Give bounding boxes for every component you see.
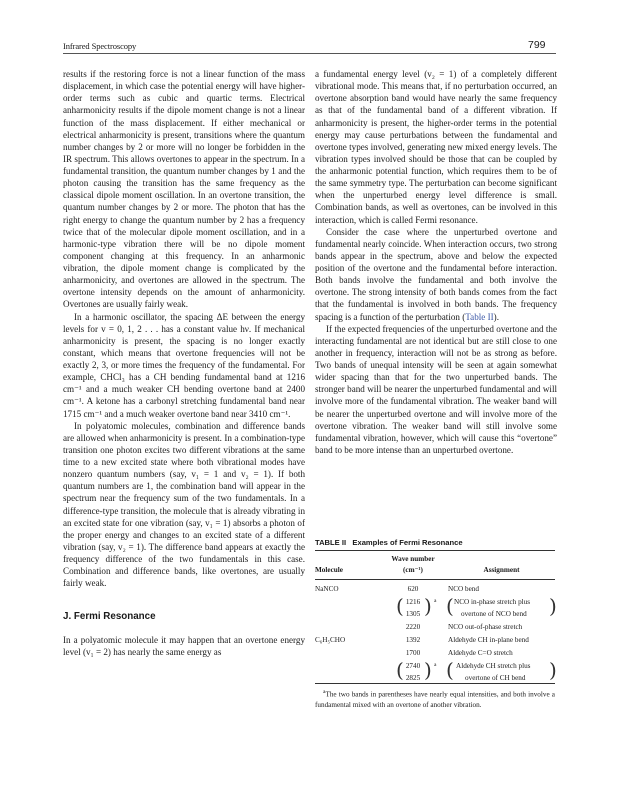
table-cell-wavenumber: 1216 <box>405 598 421 606</box>
table-cell-assignment: NCO out-of-phase stretch <box>448 623 523 631</box>
running-title: Infrared Spectroscopy <box>63 41 137 51</box>
right-paren-icon: ) <box>549 594 557 618</box>
table-cell-assignment: Aldehyde CH in-plane bend <box>448 636 529 644</box>
table-cell-molecule: C₆H₅CHO <box>315 636 346 644</box>
table-caption <box>315 538 463 547</box>
table-cell-assignment: overtone of NCO bend <box>461 610 527 618</box>
table-cell-wavenumber: 2825 <box>405 674 421 682</box>
table-cell-wavenumber: 2220 <box>405 623 421 631</box>
paragraph-harmonic-oscillator: In a harmonic oscillator, the spacing ΔE between the energy levels for v = 0, 1, 2 . . . has a constant value hν. If mechanical anharmonicity is present, the spacing is no longer exactly constant, which means that overtone frequencies will not be exactly 2, 3, or more times the frequency of the fundamental. For example, CHCl₃ has a CH bending fundamental band at 1216 cm⁻¹ and a much weaker CH bending overtone band at 2400 cm⁻¹. A ketone has a carbonyl stretching fundamental band near 1715 cm⁻¹ and a much weaker overtone band near 3410 cm⁻¹. <box>63 311 305 419</box>
paragraph-coincide-text: Consider the case where the unperturbed overtone and fundamental nearly coincide. When interaction occurs, two strong bands appear in the spectrum, above and below the expected position of the overtone and the fundamental before interaction. Both bands involve the fundamental and both involve the overtone. The strong intensity of both bands comes from the fact that the fundamental is involved in both bands. The frequency spacing is a function of the perturbation ( <box>315 226 557 322</box>
footnote-marker: a <box>434 662 437 668</box>
header-rule <box>63 53 556 54</box>
left-paren-icon: ( <box>446 658 454 682</box>
table-cell-assignment: NCO in-phase stretch plus <box>454 598 531 606</box>
table-label: TABLE II <box>315 538 347 547</box>
table-header-row <box>315 554 555 578</box>
table-ii-link[interactable]: Table II <box>465 311 494 322</box>
table-header-rule <box>315 579 555 580</box>
table-cell-wavenumber: 1700 <box>405 649 421 657</box>
footnote-marker: a <box>434 598 437 604</box>
table-cell-wavenumber: 2740 <box>405 662 421 670</box>
table-cell-wavenumber: 620 <box>407 585 419 593</box>
paragraph-fundamental-level: a fundamental energy level (v₂ = 1) of a completely different vibrational mode. This means that, if no perturbation occurred, an overtone absorption band would have nearly the same frequency as that of the fundamental band of a different vibration. If anharmonicity is present, the higher-order terms in the potential energy may cause perturbations between the fundamental and overtone types involved, generating new mixed energy levels. The vibration types involved should be those that can be coupled by the anharmonic potential function, which requires them to be of the same symmetry type. The perturbation can become significant when the unperturbed energy level difference is small. Combination bands, as well as overtones, can be involved in this interaction, which is called Fermi resonance. <box>315 69 557 225</box>
right-column <box>315 68 557 456</box>
table-cell-assignment: Aldehyde CH stretch plus <box>456 662 531 670</box>
right-paren-icon: ) <box>549 658 557 682</box>
right-paren-icon: ) <box>424 658 432 682</box>
table-cell-assignment: Aldehyde C=O stretch <box>448 649 513 657</box>
left-paren-icon: ( <box>396 594 404 618</box>
footnote-mark: a <box>323 689 326 695</box>
left-column <box>63 68 305 658</box>
paragraph-unequal-intensity: If the expected frequencies of the unperturbed overtone and the interacting fundamental are not identical but are still close to one another in frequency, interaction will not be as strong as before. Two bands of unequal intensity will be seen at again somewhat wider spacing than that for the two unperturbed bands. The stronger band will be nearer the unperturbed fundamental and will involve more of the fundamental vibration. The weaker band will be nearer the unperturbed overtone and will involve more of the overtone vibration. The weaker band will still involve some fundamental vibration, however, which will cause this “overtone” band to be more intense than an unperturbed overtone. <box>315 323 557 455</box>
table-cell-wavenumber: 1305 <box>405 610 421 618</box>
table-top-rule <box>315 550 555 551</box>
paragraph-fermi-intro: In a polyatomic molecule it may happen that an overtone energy level (v₁ = 2) has nearly the same energy as <box>63 634 305 657</box>
table-cell-wavenumber: 1392 <box>405 636 421 644</box>
right-paren-icon: ) <box>424 594 432 618</box>
table-footnote-text: The two bands in parentheses have nearly equal intensities, and both involve a fundamental mixed with an overtone of another vibration. <box>315 690 555 709</box>
table-bottom-rule <box>315 683 555 684</box>
table-footnote <box>315 687 555 710</box>
left-paren-icon: ( <box>446 594 454 618</box>
left-paren-icon: ( <box>396 658 404 682</box>
header-molecule: Molecule <box>315 566 343 574</box>
table-cell-assignment: overtone of CH bend <box>465 674 526 682</box>
section-heading-fermi: J. Fermi Resonance <box>63 611 156 623</box>
table-cell-molecule: NaNCO <box>315 585 339 593</box>
page-number: 799 <box>528 39 546 51</box>
header-assignment: Assignment <box>483 566 520 574</box>
paragraph-coincide-end: ). <box>493 311 499 322</box>
header-wavenumber-line2: (cm⁻¹) <box>403 566 423 574</box>
header-wavenumber-line1: Wave number <box>391 555 435 563</box>
table-title: Examples of Fermi Resonance <box>352 538 463 547</box>
paragraph-coincide <box>315 226 557 323</box>
table-cell-assignment: NCO bend <box>448 585 479 593</box>
paragraph-anharmonicity: results if the restoring force is not a linear function of the mass displacement, in which case the potential energy will have higher-order terms such as cubic and quartic terms. Electrical anharmonicity results if the dipole moment change is not a linear function of the mass displacement. If either mechanical or electrical anharmonicity is present, transitions where the quantum number changes by 2 or more will no longer be forbidden in the IR spectrum. This allows overtones to appear in the spectrum. In a fundamental transition, the quantum number changes by 1 and the photon causing the transition has the same frequency as the classical dipole moment oscillation. In an overtone transition, the quantum number changes by 2 or more. The photon that has the right energy to change the quantum number by 2 has a frequency twice that of the molecular dipole moment oscillation, and in a harmonic-type vibration there will be no dipole moment component changing at this frequency. In an anharmonic vibration, the dipole moment change is complicated by the anharmonicity, and overtones are allowed in the spectrum. The overtone intensity depends on the amount of anharmonicity. Overtones are usually fairly weak. <box>63 69 305 310</box>
paragraph-combination-bands: In polyatomic molecules, combination and difference bands are allowed when anharmonicity is present. In a combination-type transition one photon excites two different vibrations at the same time to a new excited state where both vibrational modes have nonzero quantum numbers (say, v₁ = 1 and v₂ = 1). If both quantum numbers are 1, the combination band will appear in the spectrum near the frequency sum of the two fundamentals. In a difference-type transition, the molecule that is already vibrating in an excited state for one vibration (say, v₁ = 1) absorbs a photon of the proper energy and changes to an excited state of a different vibration (say, v₂ = 1). The difference band appears at exactly the frequency difference of the two fundamentals in this case. Combination and difference bands, like overtones, are usually fairly weak. <box>63 420 305 589</box>
